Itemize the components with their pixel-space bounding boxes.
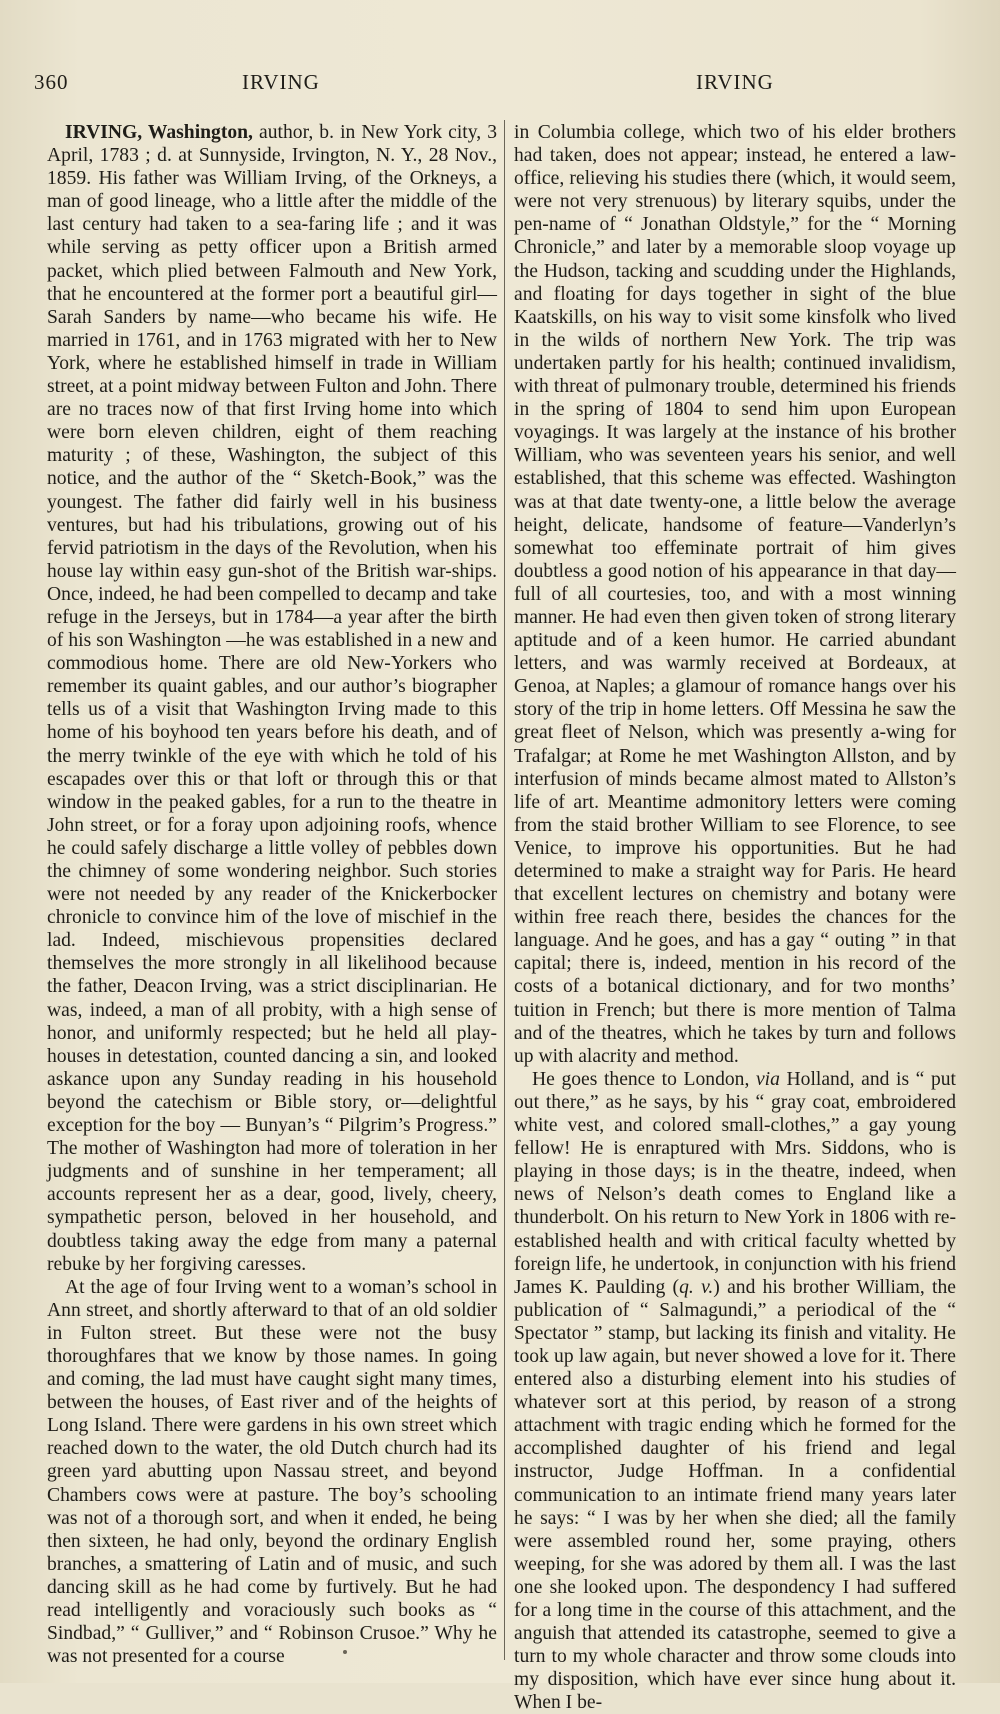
- entry-headword: IRVING, Washington,: [65, 122, 253, 143]
- college-paragraph: in Columbia college, which two of his elder brothers had taken, does not appear; instead, he entered a law-office, relieving his studies there (which, it would seem, were not very strenuous) by literary squibs, under the pen-name of “ Jonathan Oldstyle,” for the “ Morning Chronicle,” and later by a memorable sloop voyage up the Hudson, tacking and scudding under the Highlands, and floating for days together in sight of the blue Kaatskills, on his way to visit some kinsfolk who lived in the wilds of northern New York. The trip was undertaken partly for his health; continued invalidism, with threat of pulmonary trouble, determined his friends in the spring of 1804 to send him upon European voyagings. It was largely at the instance of his brother William, who was seventeen years his senior, and well established, that this scheme was effected. Washington was at that date twenty-one, a little below the average height, delicate, handsome of feature—Vanderlyn’s somewhat too effeminate portrait of him gives doubtless a good notion of his appearance in that day—full of all courtesies, too, and with a most winning manner. He had even then given token of strong literary aptitude and of a keen humor. He carried abundant letters, and was warmly received at Bordeaux, at Genoa, at Naples; a glamour of romance hangs over his story of the trip in home letters. Off Messina he saw the great fleet of Nelson, which was presently a-wing for Trafalgar; at Rome he met Washington Allston, and by interfusion of minds became almost mated to Allston’s life of art. Meantime admonitory letters were coming from the staid brother William to see Florence, to see Venice, to improve his opportunities. But he had determined to make a straight way for Paris. He heard that excellent lectures on chemistry and botany were within free reach there, besides the chances for the language. And he goes, and has a gay “ outing ” in that capital; there is, indeed, mention in his record of the costs of a botanical dictionary, and for two months’ tuition in French; but there is more mention of Talma and of the theatres, which he takes by turn and follows up with alacrity and method.: [514, 122, 956, 1067]
- via-italic: via: [755, 1068, 780, 1090]
- page-number: 360: [34, 70, 69, 94]
- london-text-c: ) and his brother William, the publication of “ Salmagundi,” a periodical of the “ Spectator ” stamp, but lacking its finish and vitality. He took up law again, but never showed a love for it. There entered also a disturbing element into his studies of whatever sort at this period, by reason of a strong attachment with tragic ending which he formed for the accomplished daughter of his friend and legal instructor, Judge Hoffman. In a confidential communication to an intimate friend many years later he says: “ I was by her when she died; all the family were assembled round her, some praying, others weeping, for she was adored by them all. I was the last one she looked upon. The despondency I had suffered for a long time in the course of this attachment, and the anguish that attended its catastrophe, seemed to give a turn to my whole character and throw some clouds into my disposition, which have ever since hung about it. When I be-: [514, 1276, 956, 1714]
- running-head-right: IRVING: [696, 70, 774, 94]
- print-speck: [343, 1650, 347, 1654]
- entry-intro-text: author, b. in New York city, 3 April, 1783 ; d. at Sunnyside, Irvington, N. Y., 28 Nov., 1859. His father was William Irving, of the Orkneys, a man of good lineage, who a little after the middle of the last century had taken to a sea-faring life ; and it was while serving as petty officer upon a British armed packet, which plied between Falmouth and New York, that he encountered at the former port a beautiful girl—Sarah Sanders by name—who became his wife. He married in 1761, and in 1763 migrated with her to New York, where he established himself in trade in William street, at a point midway between Fulton and John. There are no traces now of that first Irving home into which were born eleven children, eight of them reaching maturity ; of these, Washington, the subject of this notice, and the author of the “ Sketch-Book,” was the youngest. The father did fairly well in his business ventures, but had his tribulations, growing out of his fervid patriotism in the days of the Revolution, when his house lay within easy gun-shot of the British war-ships. Once, indeed, he had been compelled to decamp and take refuge in the Jerseys, but in 1784—a year after the birth of his son Washington —he was established in a new and commodious home. There are old New-Yorkers who remember its quaint gables, and our author’s biographer tells us of a visit that Washington Irving made to this home of his boyhood ten years before his death, and of the merry twinkle of the eye with which he told of his escapades over this or that loft or through this or that window in the peaked gables, for a run to the theatre in John street, or for a foray upon adjoining roofs, whence he could safely discharge a little volley of pebbles down the chimney of some wondering neighbor. Such stories were not needed by any reader of the Knickerbocker chronicle to convince him of the love of mischief in the lad. Indeed, mischievous propensities declared themselves the more strongly in all likelihood because the father, Deacon Irving, was a strict disciplinarian. He was, indeed, a man of all probity, with a high sense of honor, and uniformly respected; but he held all play-houses in detestation, counted dancing a sin, and looked askance upon any Sunday reading in his household beyond the catechism or Bible story, or—delightful exception for the boy — Bunyan’s “ Pilgrim’s Progress.” The mother of Washington had more of toleration in her judgments and of sunshine in her temperament; all accounts represent her as a dear, good, lively, cheery, sympathetic person, beloved in her household, and doubtless taking away the edge from many a paternal rebuke by her forgiving caresses.: [47, 122, 498, 1275]
- left-column: [47, 121, 497, 1668]
- right-column: [514, 121, 956, 1714]
- schooling-paragraph: At the age of four Irving went to a woman’s school in Ann street, and shortly afterward to that of an old soldier in Fulton street. But these were not the busy thoroughfares that we know by those names. In going and coming, the lad must have caught sight many times, between the houses, of East river and of the heights of Long Island. There were gardens in his own street which reached down to the water, the old Dutch church had its green yard abutting upon Nassau street, and beyond Chambers cows were at pasture. The boy’s schooling was not of a thorough sort, and when it ended, he being then sixteen, he had only, beyond the ordinary English branches, a smattering of Latin and of music, and such dancing skill as he had come by furtively. But he had read intelligently and voraciously such books as “ Sindbad,” “ Gulliver,” and “ Robinson Crusoe.” Why he was not presented for a course: [47, 1276, 497, 1668]
- entry-intro-paragraph: [47, 121, 497, 1276]
- running-head-left: IRVING: [242, 70, 320, 94]
- london-text-a: He goes thence to London,: [532, 1068, 756, 1090]
- london-paragraph: [514, 1068, 956, 1714]
- qv-italic: q. v.: [679, 1276, 714, 1298]
- column-rule: [504, 120, 505, 1660]
- london-text-b: Holland, and is “ put out there,” as he says, by his “ gray coat, embroidered white vest, and colored small-clothes,” a gay young fellow! He is enraptured with Mrs. Siddons, who is playing in those days; is in the theatre, indeed, when news of Nelson’s death comes to England like a thunderbolt. On his return to New York in 1806 with re-established health and with critical faculty whetted by foreign life, he undertook, in conjunction with his friend James K. Paulding (: [514, 1068, 956, 1298]
